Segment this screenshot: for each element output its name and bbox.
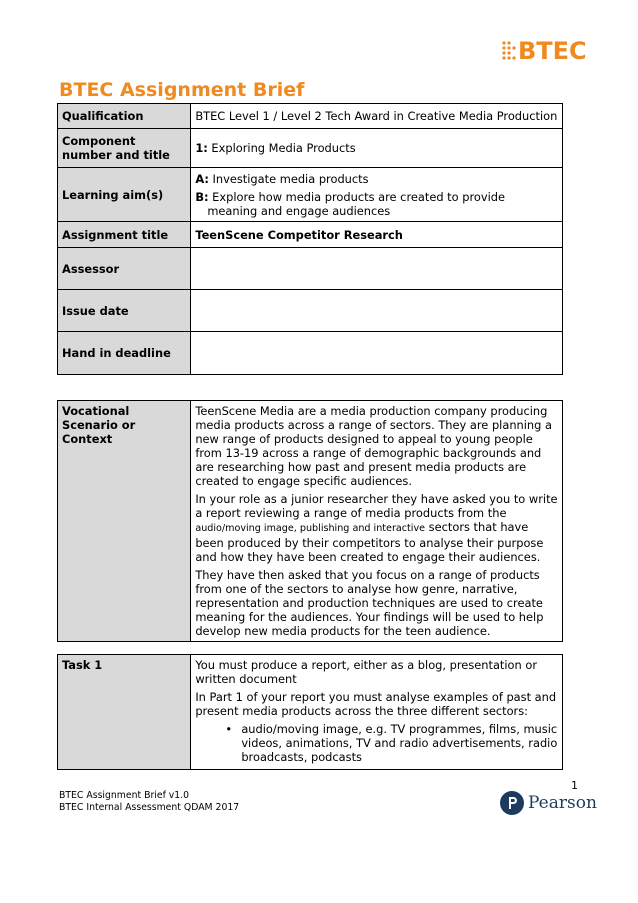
table-row [58, 168, 563, 222]
table-row [58, 248, 563, 290]
aim-b-text: Explore how media products are created to provide meaning and engage audiences [207, 189, 506, 218]
btec-logo [500, 36, 587, 66]
scenario-sectors: audio/moving image, publishing and interactive [195, 523, 426, 534]
bullet-icon: • [225, 722, 233, 736]
learning-aim-label: Learning aim(s) [58, 168, 191, 222]
task-bullet-1: audio/moving image, e.g. TV programmes, films, music videos, animations, TV and radio advertisements, radio broadcasts, podcasts [241, 722, 558, 764]
component-value [191, 129, 563, 168]
component-number: 1: [195, 141, 208, 155]
pearson-logo-icon [500, 791, 524, 815]
scenario-table [57, 400, 563, 642]
scenario-paragraph-2-start: In your role as a junior researcher they have asked you to write a report reviewing a range of media products from the [195, 492, 558, 520]
assessor-label: Assessor [58, 248, 191, 290]
scenario-paragraph-3: They have then asked that you focus on a range of products from one of the sectors to analyse how genre, narrative, representation and production techniques are used to create meaning for the audiences. Your findings will be used to help develop new media products for the teen audience. [195, 568, 544, 638]
task-paragraph-2: In Part 1 of your report you must analyse examples of past and present media products across the three different sectors: [195, 690, 557, 718]
btec-logo-dots-icon [500, 39, 516, 63]
table-row [58, 129, 563, 168]
table-row [58, 104, 563, 129]
task-label: Task 1 [58, 655, 191, 770]
table-row [58, 222, 563, 248]
qualification-value: BTEC Level 1 / Level 2 Tech Award in Creative Media Production [191, 104, 563, 129]
assignment-title-value: TeenScene Competitor Research [191, 222, 563, 248]
deadline-label: Hand in deadline [58, 332, 191, 375]
pearson-logo [500, 791, 597, 815]
assignment-details-table [57, 103, 563, 375]
table-row [58, 655, 563, 770]
footer-line-2: BTEC Internal Assessment QDAM 2017 [59, 802, 240, 813]
qualification-label: Qualification [58, 104, 191, 129]
scenario-label: Vocational Scenario or Context [58, 401, 191, 642]
assignment-title-label: Assignment title [58, 222, 191, 248]
deadline-value [191, 332, 563, 375]
component-label: Component number and title [58, 129, 191, 168]
table-row [58, 332, 563, 375]
scenario-paragraph-2-end: sectors that have been produced by their competitors to analyse their purpose and how they have been created to engage their audiences. [195, 520, 544, 564]
scenario-paragraph-2 [195, 492, 558, 564]
scenario-paragraph-1: TeenScene Media are a media production company producing media products across a range of sectors. They are planning a new range of products designed to appeal to young people from 13-19 across a range of demographic backgrounds and are researching how past and present media products are created to engage specific audiences. [195, 404, 552, 488]
table-row [58, 401, 563, 642]
list-item [225, 722, 558, 764]
task-paragraph-1: You must produce a report, either as a blog, presentation or written document [195, 658, 538, 686]
aim-a [195, 172, 558, 186]
pearson-logo-text: Pearson [528, 793, 597, 813]
task-table [57, 654, 563, 770]
page-number: 1 [571, 779, 578, 792]
issue-date-label: Issue date [58, 290, 191, 332]
aim-b-letter: B: [195, 189, 209, 204]
learning-aim-value [191, 168, 563, 222]
btec-logo-text: BTEC [518, 37, 587, 65]
table-row [58, 290, 563, 332]
footer-line-1: BTEC Assignment Brief v1.0 [59, 790, 190, 801]
task-text [191, 655, 563, 770]
aim-b [195, 190, 558, 218]
aim-a-text: Investigate media products [208, 171, 369, 186]
page-title: BTEC Assignment Brief [59, 79, 305, 101]
scenario-text [191, 401, 563, 642]
issue-date-value [191, 290, 563, 332]
assessor-value [191, 248, 563, 290]
aim-a-letter: A: [195, 171, 209, 186]
component-title: Exploring Media Products [207, 141, 356, 155]
